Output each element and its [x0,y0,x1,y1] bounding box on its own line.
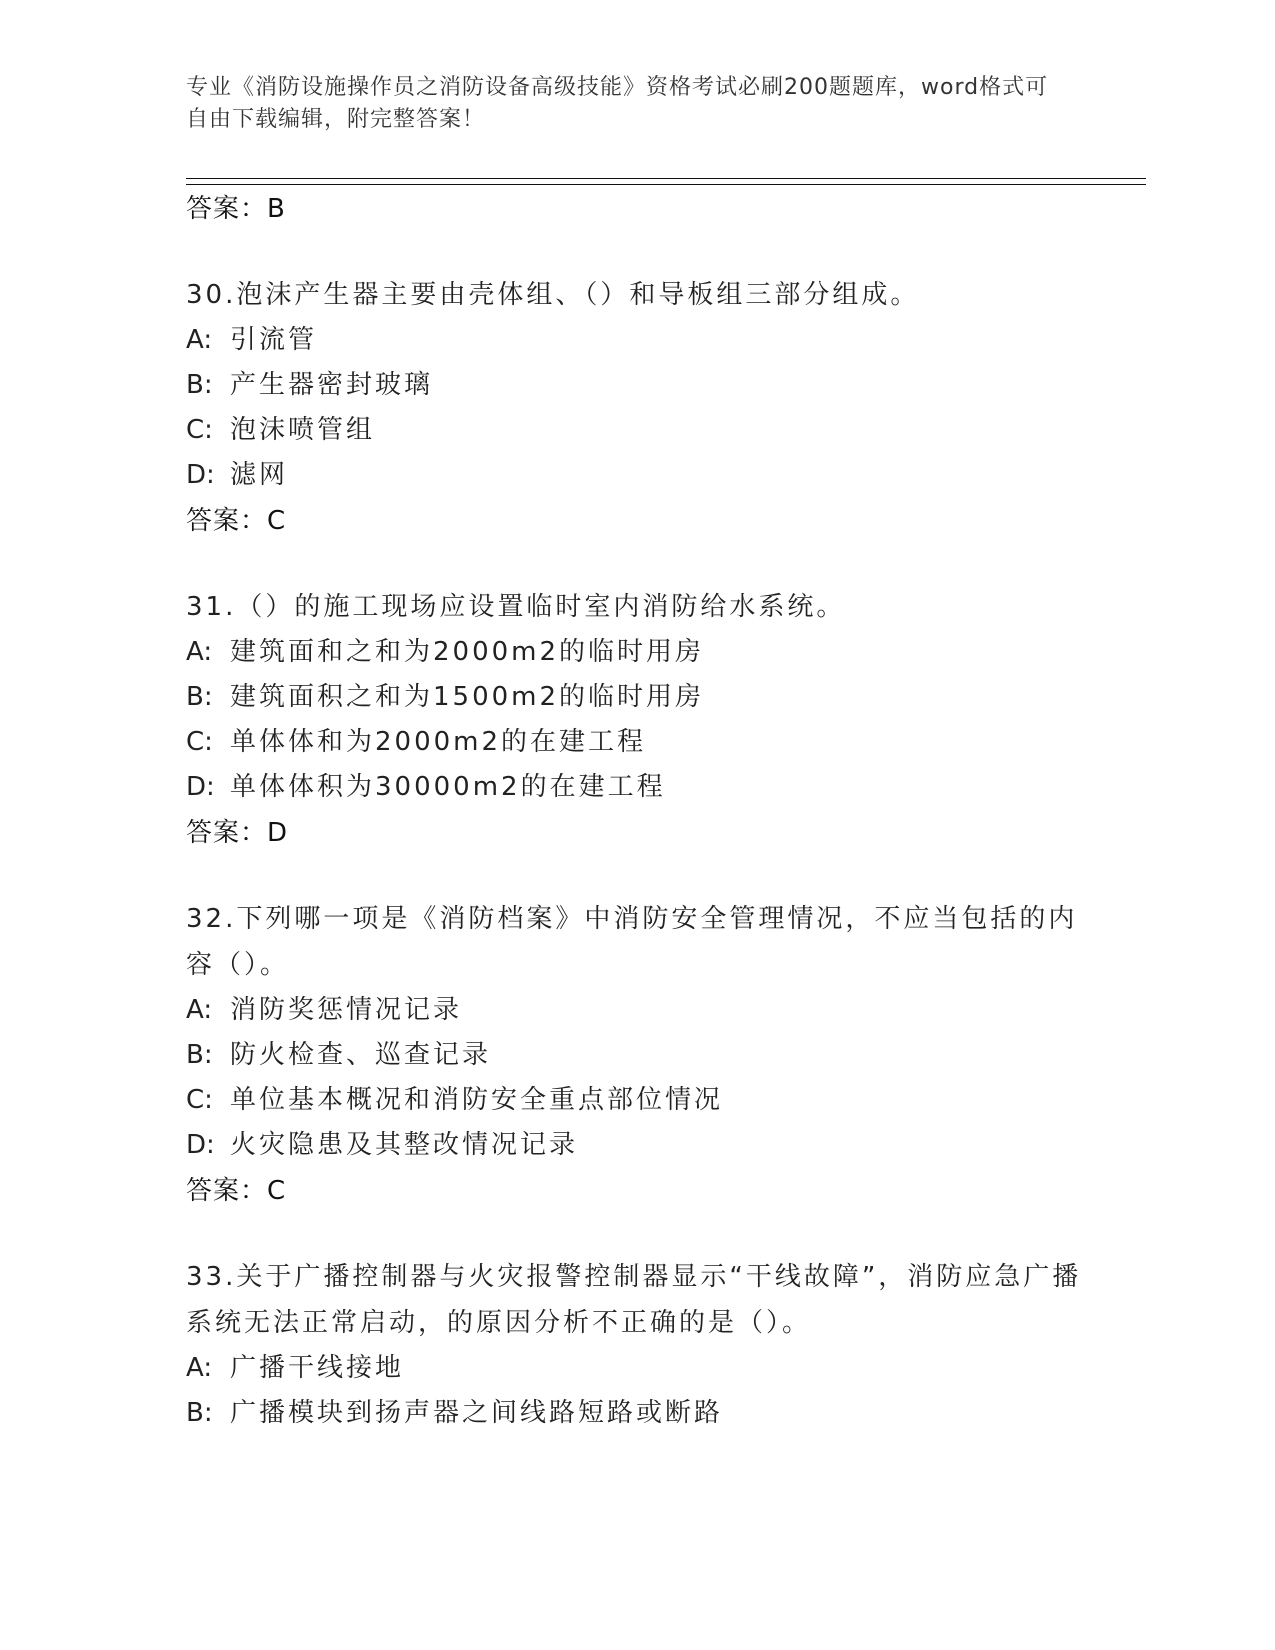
option-key: B: [186,370,213,400]
option-c [186,408,1086,453]
option-b [186,675,1086,720]
header-divider [186,178,1146,185]
option-key: B: [186,1398,213,1428]
option-a [186,988,1086,1033]
question-33 [186,1254,1086,1436]
option-d [186,765,1086,810]
option-b [186,363,1086,408]
option-key: C: [186,415,213,445]
option-c [186,720,1086,765]
option-a [186,1346,1086,1391]
option-key: A: [186,637,213,667]
option-a [186,630,1086,675]
option-key: A: [186,325,213,355]
option-key: D: [186,460,215,490]
option-key: C: [186,1085,213,1115]
question-stem: 33.关于广播控制器与火灾报警控制器显示“干线故障”，消防应急广播系统无法正常启动，的原因分析不正确的是（）。 [186,1262,1082,1338]
option-text: 火灾隐患及其整改情况记录 [230,1130,579,1160]
option-key: B: [186,682,213,712]
option-text: 产生器密封玻璃 [230,370,434,400]
answer-line: 答案：D [186,818,289,848]
question-stem: 31.（）的施工现场应设置临时室内消防给水系统。 [186,592,846,622]
option-d [186,453,1086,498]
question-32 [186,896,1086,1214]
document-header: 专业《消防设施操作员之消防设备高级技能》资格考试必刷200题题库，word格式可自由下载编辑，附完整答案！ [186,75,1049,132]
option-b [186,1391,1086,1436]
option-text: 滤网 [230,460,289,490]
option-text: 广播模块到扬声器之间线路短路或断路 [230,1398,724,1428]
option-key: B: [186,1040,213,1070]
option-text: 建筑面和之和为2000m2的临时用房 [230,637,705,667]
option-b [186,1033,1086,1078]
option-text: 引流管 [230,325,318,355]
option-text: 泡沫喷管组 [230,415,376,445]
option-a [186,318,1086,363]
option-text: 防火检查、巡查记录 [230,1040,492,1070]
option-text: 单体体积为30000m2的在建工程 [230,772,666,802]
option-text: 单体体和为2000m2的在建工程 [230,727,647,757]
question-31 [186,584,1086,856]
answer-line: 答案：C [186,1176,287,1206]
option-key: A: [186,995,213,1025]
option-text: 广播干线接地 [230,1353,405,1383]
option-d [186,1123,1086,1168]
option-text: 建筑面积之和为1500m2的临时用房 [230,682,705,712]
answer-line: 答案：B [186,194,286,224]
option-key: D: [186,1130,215,1160]
question-stem: 30.泡沫产生器主要由壳体组、（）和导板组三部分组成。 [186,280,920,310]
option-key: C: [186,727,213,757]
document-body [186,186,1086,1436]
option-c [186,1078,1086,1123]
option-text: 单位基本概况和消防安全重点部位情况 [230,1085,724,1115]
question-stem: 32.下列哪一项是《消防档案》中消防安全管理情况，不应当包括的内容（）。 [186,904,1078,980]
answer-line: 答案：C [186,506,287,536]
question-30 [186,272,1086,544]
option-key: D: [186,772,215,802]
option-text: 消防奖惩情况记录 [230,995,463,1025]
option-key: A: [186,1353,213,1383]
